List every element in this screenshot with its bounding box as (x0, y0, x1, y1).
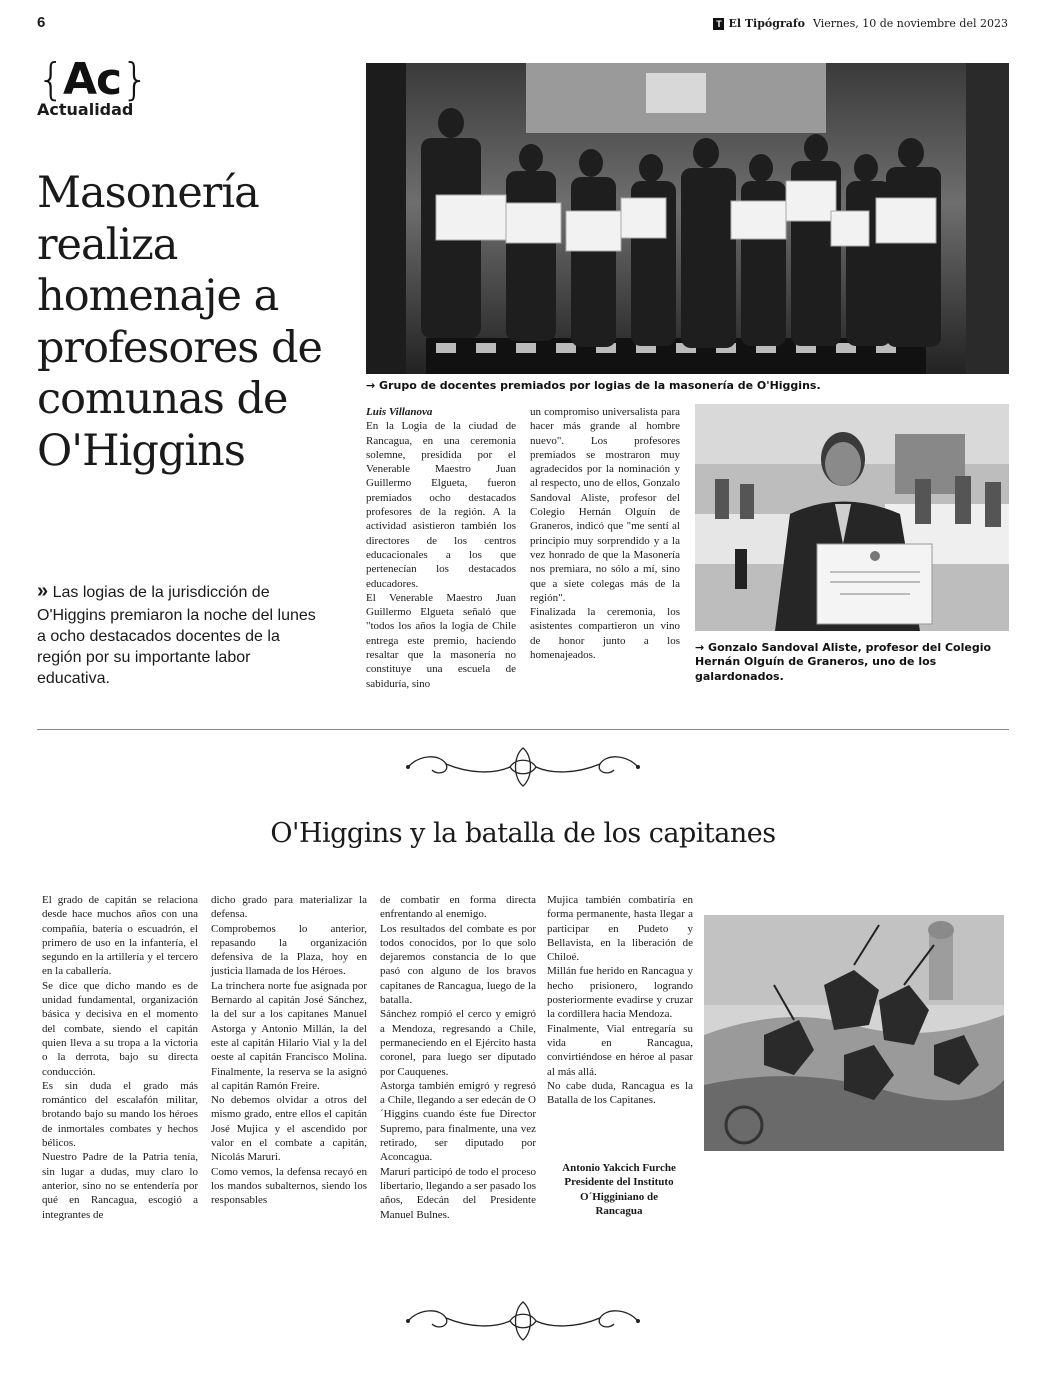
group-photo (366, 63, 1009, 374)
paragraph: En la Logia de la ciudad de Rancagua, en una ceremonia solemne, presidida por el Venerable Maestro Juan Guillermo Elgueta, fueron premiados ocho destacados profesores de la región. A la actividad asistieron también los directores de los centros educacionales a los que pertenecían los destacados educadores. (366, 420, 516, 590)
page-number: 6 (37, 14, 46, 31)
paragraph: No debemos olvidar a otros del mismo grado, entre ellos el capitán José Mujica y el ascendido por valor en el combate a capitán, Nicolás Maruri. (211, 1094, 367, 1164)
paragraph: Comprobemos lo anterior, repasando la organización defensiva de la Plaza, hoy en justicia llamada de los Héroes. (211, 922, 367, 978)
author-signature (545, 1161, 693, 1218)
paragraph: Como vemos, la defensa recayó en los mandos subalternos, siendo los responsables (211, 1165, 367, 1207)
section-code: {Ac} (37, 54, 148, 105)
paragraph: Se dice que dicho mando es de unidad fundamental, organización básica y decisiva en el momento del combate, siendo el capitán quien lleva a su tropa a la victoria o la derrota, bajo su directa conducción. (42, 979, 198, 1078)
article2-column-1 (42, 893, 198, 1222)
signature-name: Antonio Yakcich Furche (562, 1162, 676, 1174)
paragraph: No cabe duda, Rancagua es la Batalla de los Capitanes. (547, 1079, 693, 1107)
section-name: Actualidad (37, 100, 134, 119)
battle-painting (704, 915, 1004, 1151)
signature-title-line: O´Higginiano de (580, 1190, 658, 1203)
paragraph: Nuestro Padre de la Patria tenía, sin lugar a dudas, muy claro lo anterior, sino no se entendería por qué en Rancagua, escogió a integrantes de (42, 1151, 198, 1221)
article2-headline: O'Higgins y la batalla de los capitanes (270, 818, 776, 849)
summary-text: Las logias de la jurisdicción de O'Higgins premiaron la noche del lunes a ocho destacados docentes de la región por su importante labor educativa. (37, 584, 316, 688)
article-headline: Masonería realiza homenaje a profesores de comunas de O'Higgins (37, 168, 322, 476)
section-divider (37, 729, 1009, 730)
section-tag (37, 54, 148, 119)
group-photo-caption: → Grupo de docentes premiados por logias de la masonería de O'Higgins. (366, 379, 821, 392)
teacher-photo (695, 404, 1009, 631)
paragraph: Finalmente, Vial entregaría su vida en Rancagua, convirtiéndose en héroe al pasar al más allá. (547, 1022, 693, 1078)
paragraph: El grado de capitán se relaciona desde hace muchos años con una compañía, batería o escuadrón, el primero de uso en la infantería, el segundo en la artillería y el tercero en la caballería. (42, 894, 198, 978)
paragraph: dicho grado para materializar la defensa. (211, 894, 367, 921)
article1-column-1 (366, 405, 516, 691)
paragraph: Millán fue herido en Rancagua y hecho prisionero, logrando posteriormente evadirse y cruzar la cordillera hacia Mendoza. (547, 965, 693, 1021)
author-byline: Luis Villanova (366, 406, 433, 418)
newspaper-logo-icon: T (713, 18, 724, 30)
paragraph: un compromiso universalista para hacer más grande al hombre nuevo". Los profesores premiados se mostraron muy agradecidos por la nominación y al respecto, uno de ellos, Gonzalo Sandoval Aliste, profesor del Colegio Hernán Olguín de Graneros, indicó que "me sentí al principio muy sorprendido y a la vez honrado de que la Masonería nos premiara, no sólo a mí, sino que a siete colegas más de la región". (530, 406, 680, 604)
quote-mark-icon: » (37, 580, 49, 602)
paragraph: de combatir en forma directa enfrentando al enemigo. (380, 894, 536, 921)
article1-column-2 (530, 405, 680, 662)
paragraph: El Venerable Maestro Juan Guillermo Elgueta señaló que "todos los años la logia de Chile entrega este premio, haciendo resaltar que la masonería no constituye una escuela de sabiduría, sino (366, 591, 516, 690)
paragraph: Sánchez rompió el cerco y emigró a Mendoza, regresando a Chile, permaneciendo en el Ejército hasta coronel, para luego ser diputado por Cauquenes. (380, 1008, 536, 1078)
paragraph: Los resultados del combate es por todos conocidos, por lo que solo dejaremos constancia de lo que pasó con alguno de los bravos capitanes de Rancagua, luego de la batalla. (380, 922, 536, 1007)
flourish-ornament-bottom-icon (400, 1298, 646, 1344)
paragraph: Maruri participó de todo el proceso libertario, llegando a ser pasado los años, Edecán del Presidente Manuel Bulnes. (380, 1165, 536, 1221)
paragraph: Finalizada la ceremonia, los asistentes compartieron un vino de honor junto a los homenajeados. (530, 606, 680, 662)
flourish-ornament-icon (400, 744, 646, 790)
paragraph: Mujica también combatiría en forma permanente, hasta llegar a participar en Pudeto y Bellavista, en la liberación de Chiloé. (547, 894, 693, 964)
paragraph: Astorga también emigró y regresó a Chile, llegando a ser edecán de O´Higgins cuando éste fue Director Supremo, para finalmente, una vez retirado, ser diputado por Aconcagua. (380, 1079, 536, 1164)
masthead (713, 17, 1008, 30)
paragraph: La trinchera norte fue asignada por Bernardo al capitán José Sánchez, la del sur a los capitanes Manuel Astorga y Antonio Millán, la del este al capitán Hilario Vial y la del oeste al capitán Francisco Molina. Finalmente, la reserva se la asignó al capitán Ramón Freire. (211, 979, 367, 1092)
article-summary (37, 578, 327, 690)
article2-column-3 (380, 893, 536, 1222)
newspaper-name: El Tipógrafo (728, 17, 805, 30)
issue-date: Viernes, 10 de noviembre del 2023 (812, 17, 1008, 30)
paragraph: Es sin duda el grado más romántico del escalafón militar, brotando bajo su mando los héroes de inmortales combates y hechos bélicos. (42, 1079, 198, 1150)
article2-column-2 (211, 893, 367, 1208)
teacher-photo-caption: → Gonzalo Sandoval Aliste, profesor del Colegio Hernán Olguín de Graneros, uno de los galardonados. (695, 641, 992, 683)
signature-title-line: Rancagua (595, 1204, 643, 1217)
article2-column-4 (547, 893, 693, 1107)
signature-title-line: Presidente del Instituto (564, 1176, 674, 1189)
